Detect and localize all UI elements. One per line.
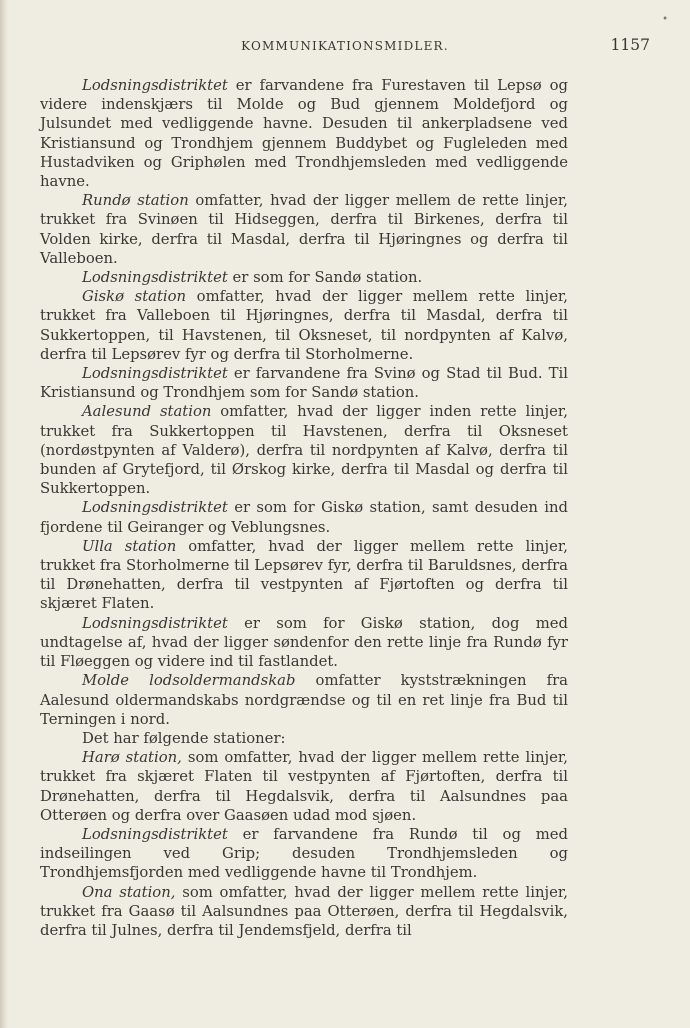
paragraph: [40, 76, 568, 191]
paragraph-text: Det har følgende stationer:: [82, 729, 286, 747]
paragraph-text: er farvandene fra Furestaven til Lepsø og videre indenskjærs til Molde og Bud gjennem Moldefjord og Julsundet med vedliggende havne. Desuden til ankerpladsene ved Kristiansund og Trondhjem gjennem Buddybet og Fugleleden med Hustadviken og Griphølen med Trondhjemsleden med vedliggende havne.: [40, 77, 568, 191]
page-number: 1157: [610, 36, 650, 54]
paragraph: [40, 268, 568, 287]
margin-mark: •: [662, 14, 668, 25]
paragraph-lead: Rundø station: [82, 192, 189, 210]
paragraph: [40, 614, 568, 672]
paragraph-text: som omfatter, hvad der ligger mellem rette linjer, trukket fra skjæret Flaten til vestpynten af Fjørtoften, derfra til Drønehatten, derfra til Hegdalsvik, derfra til Aalsundnes paa Otterøen og derfra over Gaasøen udad mod sjøen.: [40, 749, 569, 824]
paragraph: [40, 748, 568, 825]
paragraph-text: omfatter, hvad der ligger mellem rette linjer, trukket fra Valleboen til Hjøringnes, derfra til Masdal, derfra til Sukkertoppen, til Havstenen, til Oksneset, til nordpynten af Kalvø, derfra til Lepsørev fyr og derfra til Storholmerne.: [40, 288, 568, 363]
running-title: KOMMUNIKATIONSMIDLER.: [241, 39, 449, 53]
paragraph: [40, 287, 568, 364]
paragraph-text: omfatter kyststrækningen fra Aalesund oldermandskabs nordgrændse og til en ret linje fra Bud til Terningen i nord.: [40, 672, 568, 728]
paragraph-lead: Ona station,: [82, 883, 176, 901]
paragraph-text: er som for Giskø station, samt desuden ind fjordene til Geiranger og Veblungsnes.: [40, 499, 568, 536]
page-header: [40, 36, 650, 58]
paragraph: [40, 364, 568, 402]
paragraph-text: er farvandene fra Rundø til og med indseilingen ved Grip; desuden Trondhjemsleden og Trondhjemsfjorden med vedliggende havne til Trondhjem.: [40, 825, 568, 882]
paragraph-text: som omfatter, hvad der ligger mellem rette linjer, trukket fra Gaasø til Aalsundnes paa Otterøen, derfra til Hegdalsvik, derfra til Julnes, derfra til Jendemsfjeld, derfra til: [40, 883, 568, 939]
paragraph-lead: Giskø station: [82, 288, 187, 306]
paragraph-text: er som for Sandø station.: [227, 269, 423, 287]
paragraph: [40, 498, 568, 536]
paragraph-text: er farvandene fra Svinø og Stad til Bud. Til Kristiansund og Trondhjem som for Sandø station.: [40, 365, 568, 402]
paragraph-text: er som for Giskø station, dog med undtagelse af, hvad der ligger søndenfor den rette linje fra Rundø fyr til Fløeggen og videre ind til fastlandet.: [40, 614, 568, 671]
paragraph-lead: Lodsningsdistriktet: [82, 77, 228, 94]
paragraph-lead: Lodsningsdistriktet: [82, 825, 228, 843]
paragraph-lead: Harø station,: [82, 749, 182, 767]
paragraph-lead: Lodsningsdistriktet: [82, 499, 228, 517]
paragraph-lead: Lodsningsdistriktet: [82, 269, 228, 287]
paragraph-lead: Lodsningsdistriktet: [82, 365, 228, 383]
paragraph: [40, 537, 568, 614]
paragraph: [40, 402, 568, 498]
paragraph-lead: Ulla station: [82, 537, 177, 555]
paragraph: [40, 825, 568, 883]
paragraph-text: omfatter, hvad der ligger mellem de rette linjer, trukket fra Svinøen til Hidseggen, derfra til Birkenes, derfra til Volden kirke, derfra til Masdal, derfra til Hjøringnes og derfra til Valleboen.: [40, 192, 568, 267]
paragraph-lead: Aalesund station: [82, 403, 212, 421]
paragraph-lead: Lodsningsdistriktet: [82, 614, 228, 632]
paragraph: [40, 191, 568, 268]
paragraph: [40, 671, 568, 729]
paragraph: [40, 883, 568, 941]
paragraph: [40, 729, 568, 748]
page-binding-edge: [0, 0, 8, 1028]
paragraph-lead: Molde lodsoldermandskab: [82, 672, 296, 690]
paragraph-text: omfatter, hvad der ligger mellem rette linjer, trukket fra Storholmerne til Lepsørev fyr, derfra til Baruldsnes, derfra til Drønehatten, derfra til vestpynten af Fjørtoften og derfra til skjæret Flaten.: [40, 537, 568, 613]
body-text: [40, 76, 568, 940]
paragraph-text: omfatter, hvad der ligger inden rette linjer, trukket fra Sukkertoppen til Havstenen, derfra til Oksneset (nordøstpynten af Valderø), derfra til nordpynten af Kalvø, derfra til bunden af Grytefjord, til Ørskog kirke, derfra til Masdal og derfra til Sukkertoppen.: [40, 403, 568, 498]
